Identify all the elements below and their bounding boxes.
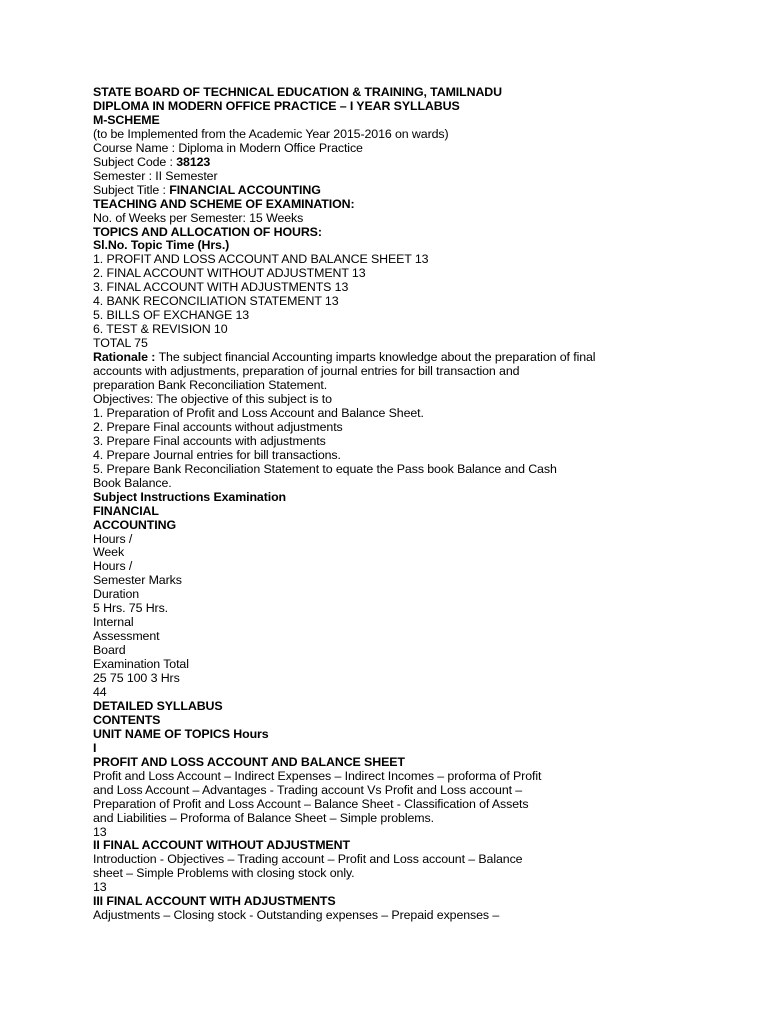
text-line xyxy=(93,128,753,142)
text-run: 5 Hrs. 75 Hrs. xyxy=(93,601,169,616)
text-run: 44 xyxy=(93,684,107,699)
text-run: Course Name : Diploma in Modern Office Practice xyxy=(93,140,363,155)
text-line xyxy=(93,798,753,812)
text-run: 1. PROFIT AND LOSS ACCOUNT AND BALANCE SHEET 13 xyxy=(93,252,429,267)
text-line xyxy=(93,630,753,644)
text-line xyxy=(93,198,753,212)
text-line xyxy=(93,909,753,923)
text-line xyxy=(93,826,753,840)
bold-text: FINANCIAL ACCOUNTING xyxy=(169,182,321,197)
text-line xyxy=(93,853,753,867)
text-run: 13 xyxy=(93,880,107,895)
text-line xyxy=(93,170,753,184)
text-run: Subject Title : xyxy=(93,182,170,197)
text-run: 4. Prepare Journal entries for bill transactions. xyxy=(93,447,341,462)
text-run: Adjustments – Closing stock - Outstanding expenses – Prepaid expenses – xyxy=(93,908,500,923)
text-run: sheet – Simple Problems with closing stock only. xyxy=(93,866,355,881)
text-line xyxy=(93,337,753,351)
text-run: Assessment xyxy=(93,629,160,644)
text-line xyxy=(93,602,753,616)
text-run: preparation Bank Reconciliation Statement. xyxy=(93,378,328,393)
text-line xyxy=(93,546,753,560)
text-line xyxy=(93,295,753,309)
text-line xyxy=(93,267,753,281)
bold-text: M-SCHEME xyxy=(93,112,160,127)
bold-text: 38123 xyxy=(176,154,211,169)
text-line xyxy=(93,156,753,170)
text-run: and Liabilities – Proforma of Balance Sheet – Simple problems. xyxy=(93,810,434,825)
bold-text: PROFIT AND LOSS ACCOUNT AND BALANCE SHEET xyxy=(93,754,405,769)
text-run: 5. Prepare Bank Reconciliation Statement to equate the Pass book Balance and Cash xyxy=(93,461,557,476)
text-line xyxy=(93,812,753,826)
bold-text: ACCOUNTING xyxy=(93,517,176,532)
text-line xyxy=(93,226,753,240)
bold-text: III FINAL ACCOUNT WITH ADJUSTMENTS xyxy=(93,894,336,909)
text-line xyxy=(93,407,753,421)
text-line xyxy=(93,881,753,895)
bold-text: I xyxy=(93,740,97,755)
text-line xyxy=(93,644,753,658)
text-run: Week xyxy=(93,545,125,560)
text-line xyxy=(93,86,753,100)
text-line xyxy=(93,658,753,672)
text-line xyxy=(93,449,753,463)
text-run: Board xyxy=(93,643,126,658)
text-run: 2. FINAL ACCOUNT WITHOUT ADJUSTMENT 13 xyxy=(93,266,366,281)
text-line xyxy=(93,700,753,714)
text-line xyxy=(93,560,753,574)
text-line xyxy=(93,533,753,547)
text-run: accounts with adjustments, preparation of journal entries for bill transaction and xyxy=(93,364,520,379)
text-line xyxy=(93,253,753,267)
text-line xyxy=(93,742,753,756)
text-line xyxy=(93,519,753,533)
text-run: The subject financial Accounting imparts knowledge about the preparation of final xyxy=(158,350,596,365)
text-line xyxy=(93,184,753,198)
text-run: Introduction - Objectives – Trading account – Profit and Loss account – Balance xyxy=(93,852,523,867)
document-body xyxy=(93,86,753,923)
text-line xyxy=(93,728,753,742)
text-line xyxy=(93,393,753,407)
text-line xyxy=(93,895,753,909)
bold-text: Rationale : xyxy=(93,350,159,365)
text-run: Examination Total xyxy=(93,657,189,672)
text-run: Duration xyxy=(93,587,140,602)
text-run: and Loss Account – Advantages - Trading account Vs Profit and Loss account – xyxy=(93,782,523,797)
text-run: 25 75 100 3 Hrs xyxy=(93,671,180,686)
text-line xyxy=(93,351,753,365)
text-line xyxy=(93,686,753,700)
text-run: 1. Preparation of Profit and Loss Account and Balance Sheet. xyxy=(93,405,424,420)
text-run: Profit and Loss Account – Indirect Expenses – Indirect Incomes – proforma of Profit xyxy=(93,768,542,783)
text-run: Subject Code : xyxy=(93,154,177,169)
bold-text: Subject Instructions Examination xyxy=(93,489,287,504)
bold-text: FINANCIAL xyxy=(93,503,159,518)
text-run: 5. BILLS OF EXCHANGE 13 xyxy=(93,308,250,323)
text-run: Preparation of Profit and Loss Account – Balance Sheet - Classification of Assets xyxy=(93,796,529,811)
bold-text: STATE BOARD OF TECHNICAL EDUCATION & TRAINING, TAMILNADU xyxy=(93,85,502,99)
text-line xyxy=(93,784,753,798)
text-line xyxy=(93,239,753,253)
text-run: Objectives: The objective of this subject is to xyxy=(93,391,332,406)
text-line xyxy=(93,770,753,784)
text-line xyxy=(93,616,753,630)
text-line xyxy=(93,867,753,881)
text-run: 3. Prepare Final accounts with adjustments xyxy=(93,433,326,448)
text-run: TOTAL 75 xyxy=(93,336,148,351)
text-line xyxy=(93,323,753,337)
text-line xyxy=(93,114,753,128)
text-line xyxy=(93,477,753,491)
text-run: 2. Prepare Final accounts without adjustments xyxy=(93,419,343,434)
text-run: 13 xyxy=(93,824,107,839)
bold-text: TOPICS AND ALLOCATION OF HOURS: xyxy=(93,224,322,239)
text-line xyxy=(93,435,753,449)
text-line xyxy=(93,714,753,728)
bold-text: UNIT NAME OF TOPICS Hours xyxy=(93,726,269,741)
text-run: Semester : II Semester xyxy=(93,168,218,183)
text-run: 3. FINAL ACCOUNT WITH ADJUSTMENTS 13 xyxy=(93,280,349,295)
text-run: Hours / xyxy=(93,559,133,574)
text-line xyxy=(93,421,753,435)
text-run: No. of Weeks per Semester: 15 Weeks xyxy=(93,210,304,225)
text-run: Internal xyxy=(93,615,134,630)
text-run: 4. BANK RECONCILIATION STATEMENT 13 xyxy=(93,294,339,309)
text-line xyxy=(93,142,753,156)
text-run: 6. TEST & REVISION 10 xyxy=(93,322,228,337)
text-line xyxy=(93,839,753,853)
text-line xyxy=(93,491,753,505)
text-run: Hours / xyxy=(93,531,133,546)
bold-text: Sl.No. Topic Time (Hrs.) xyxy=(93,238,230,253)
text-line xyxy=(93,505,753,519)
text-line xyxy=(93,309,753,323)
bold-text: II FINAL ACCOUNT WITHOUT ADJUSTMENT xyxy=(93,838,350,853)
text-line xyxy=(93,756,753,770)
text-run: (to be Implemented from the Academic Year 2015-2016 on wards) xyxy=(93,126,449,141)
text-line xyxy=(93,100,753,114)
text-line xyxy=(93,463,753,477)
bold-text: DIPLOMA IN MODERN OFFICE PRACTICE – I YEAR SYLLABUS xyxy=(93,98,460,113)
bold-text: CONTENTS xyxy=(93,712,161,727)
text-run: Book Balance. xyxy=(93,475,172,490)
bold-text: DETAILED SYLLABUS xyxy=(93,698,223,713)
text-line xyxy=(93,379,753,393)
text-line xyxy=(93,281,753,295)
text-line xyxy=(93,574,753,588)
text-line xyxy=(93,672,753,686)
text-line xyxy=(93,365,753,379)
text-line xyxy=(93,212,753,226)
text-run: Semester Marks xyxy=(93,573,182,588)
bold-text: TEACHING AND SCHEME OF EXAMINATION: xyxy=(93,196,355,211)
text-line xyxy=(93,588,753,602)
